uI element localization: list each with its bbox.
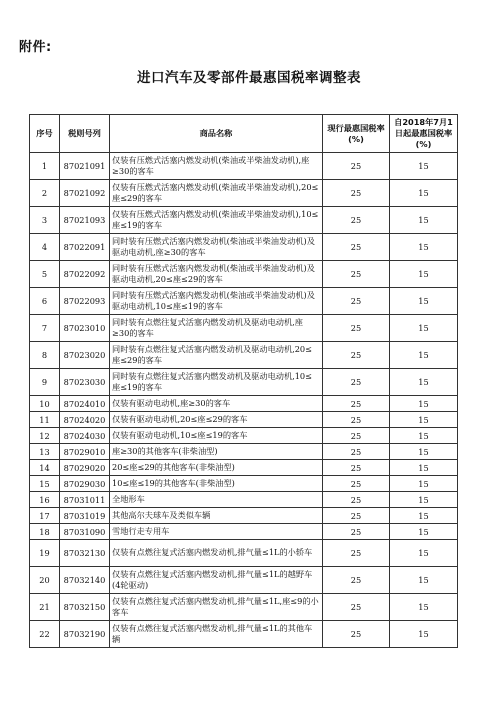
table-row	[30, 396, 458, 412]
row-code: 87024020	[60, 412, 110, 428]
table-row	[30, 540, 458, 567]
row-code: 87022093	[60, 288, 110, 315]
row-current-rate: 25	[323, 207, 390, 234]
row-name: 其他高尔夫球车及类似车辆	[110, 508, 323, 524]
row-code: 87023010	[60, 315, 110, 342]
row-new-rate: 15	[390, 621, 458, 648]
row-code: 87031019	[60, 508, 110, 524]
table-row	[30, 621, 458, 648]
tariff-table	[29, 114, 458, 648]
row-name: 20≤座≤29的其他客车(非柴油型)	[110, 460, 323, 476]
row-new-rate: 15	[390, 207, 458, 234]
row-index: 10	[30, 396, 60, 412]
row-new-rate: 15	[390, 234, 458, 261]
row-current-rate: 25	[323, 460, 390, 476]
row-new-rate: 15	[390, 396, 458, 412]
header-code: 税则号列	[60, 115, 110, 153]
row-name: 仅装有驱动电动机,20≤座≤29的客车	[110, 412, 323, 428]
row-index: 15	[30, 476, 60, 492]
row-name: 仅装有点燃往复式活塞内燃发动机,排气量≤1L的越野车(4轮驱动)	[110, 567, 323, 594]
table-row	[30, 492, 458, 508]
row-current-rate: 25	[323, 594, 390, 621]
row-code: 87021092	[60, 180, 110, 207]
row-name: 仅装有压燃式活塞内燃发动机(柴油或半柴油发动机),10≤座≤19的客车	[110, 207, 323, 234]
row-name: 同时装有压燃式活塞内燃发动机(柴油或半柴油发动机)及驱动电动机,20≤座≤29的客车	[110, 261, 323, 288]
row-name: 同时装有点燃往复式活塞内燃发动机及驱动电动机,10≤座≤19的客车	[110, 369, 323, 396]
row-current-rate: 25	[323, 476, 390, 492]
table-row	[30, 412, 458, 428]
row-index: 6	[30, 288, 60, 315]
row-index: 5	[30, 261, 60, 288]
row-new-rate: 15	[390, 180, 458, 207]
attachment-label: 附件:	[19, 40, 52, 55]
row-new-rate: 15	[390, 508, 458, 524]
row-index: 7	[30, 315, 60, 342]
row-code: 87029030	[60, 476, 110, 492]
row-index: 3	[30, 207, 60, 234]
row-name: 仅装有点燃往复式活塞内燃发动机,排气量≤1L的其他车辆	[110, 621, 323, 648]
table-row	[30, 460, 458, 476]
row-code: 87022092	[60, 261, 110, 288]
row-name: 仅装有驱动电动机,10≤座≤19的客车	[110, 428, 323, 444]
row-code: 87031011	[60, 492, 110, 508]
row-current-rate: 25	[323, 621, 390, 648]
row-new-rate: 15	[390, 524, 458, 540]
row-new-rate: 15	[390, 261, 458, 288]
row-index: 19	[30, 540, 60, 567]
row-code: 87032130	[60, 540, 110, 567]
row-name: 仅装有点燃往复式活塞内燃发动机,排气量≤1L,座≤9的小客车	[110, 594, 323, 621]
row-index: 9	[30, 369, 60, 396]
row-current-rate: 25	[323, 234, 390, 261]
header-name: 商品名称	[110, 115, 323, 153]
table-row	[30, 476, 458, 492]
row-code: 87023020	[60, 342, 110, 369]
row-new-rate: 15	[390, 288, 458, 315]
row-code: 87032190	[60, 621, 110, 648]
row-code: 87032140	[60, 567, 110, 594]
row-current-rate: 25	[323, 342, 390, 369]
row-new-rate: 15	[390, 428, 458, 444]
row-name: 全地形车	[110, 492, 323, 508]
table-row	[30, 594, 458, 621]
row-name: 雪地行走专用车	[110, 524, 323, 540]
table-row	[30, 508, 458, 524]
row-new-rate: 15	[390, 540, 458, 567]
table-body	[30, 153, 458, 648]
row-name: 同时装有点燃往复式活塞内燃发动机及驱动电动机,座≥30的客车	[110, 315, 323, 342]
table-row	[30, 444, 458, 460]
table-row	[30, 288, 458, 315]
row-code: 87024010	[60, 396, 110, 412]
row-current-rate: 25	[323, 412, 390, 428]
table-row	[30, 261, 458, 288]
header-new-rate: 自2018年7月1日起最惠国税率(%)	[390, 115, 458, 153]
header-index: 序号	[30, 115, 60, 153]
row-index: 11	[30, 412, 60, 428]
row-new-rate: 15	[390, 444, 458, 460]
row-code: 87021093	[60, 207, 110, 234]
row-name: 仅装有压燃式活塞内燃发动机(柴油或半柴油发动机),座≥30的客车	[110, 153, 323, 180]
row-code: 87031090	[60, 524, 110, 540]
row-index: 4	[30, 234, 60, 261]
row-index: 21	[30, 594, 60, 621]
row-code: 87029020	[60, 460, 110, 476]
row-code: 87032150	[60, 594, 110, 621]
row-name: 仅装有驱动电动机,座≥30的客车	[110, 396, 323, 412]
row-new-rate: 15	[390, 315, 458, 342]
row-current-rate: 25	[323, 288, 390, 315]
row-index: 16	[30, 492, 60, 508]
row-name: 10≤座≤19的其他客车(非柴油型)	[110, 476, 323, 492]
row-code: 87024030	[60, 428, 110, 444]
row-index: 17	[30, 508, 60, 524]
row-name: 同时装有压燃式活塞内燃发动机(柴油或半柴油发动机)及驱动电动机,10≤座≤19的客车	[110, 288, 323, 315]
row-name: 同时装有点燃往复式活塞内燃发动机及驱动电动机,20≤座≤29的客车	[110, 342, 323, 369]
row-index: 13	[30, 444, 60, 460]
row-index: 12	[30, 428, 60, 444]
table-row	[30, 428, 458, 444]
row-current-rate: 25	[323, 315, 390, 342]
row-current-rate: 25	[323, 153, 390, 180]
row-current-rate: 25	[323, 369, 390, 396]
row-name: 仅装有压燃式活塞内燃发动机(柴油或半柴油发动机),20≤座≤29的客车	[110, 180, 323, 207]
header-current-rate: 现行最惠国税率(%)	[323, 115, 390, 153]
document-title: 进口汽车及零部件最惠国税率调整表	[137, 70, 361, 86]
row-current-rate: 25	[323, 444, 390, 460]
row-name: 座≥30的其他客车(非柴油型)	[110, 444, 323, 460]
table-row	[30, 567, 458, 594]
table-row	[30, 342, 458, 369]
row-code: 87021091	[60, 153, 110, 180]
row-index: 1	[30, 153, 60, 180]
row-new-rate: 15	[390, 460, 458, 476]
row-current-rate: 25	[323, 524, 390, 540]
table-row	[30, 234, 458, 261]
row-new-rate: 15	[390, 342, 458, 369]
row-current-rate: 25	[323, 567, 390, 594]
row-new-rate: 15	[390, 412, 458, 428]
row-name: 仅装有点燃往复式活塞内燃发动机,排气量≤1L的小轿车	[110, 540, 323, 567]
row-current-rate: 25	[323, 261, 390, 288]
row-new-rate: 15	[390, 153, 458, 180]
table-header-row	[30, 115, 458, 153]
row-index: 2	[30, 180, 60, 207]
row-new-rate: 15	[390, 476, 458, 492]
table-row	[30, 524, 458, 540]
row-index: 20	[30, 567, 60, 594]
row-current-rate: 25	[323, 492, 390, 508]
row-new-rate: 15	[390, 492, 458, 508]
row-current-rate: 25	[323, 508, 390, 524]
table-row	[30, 369, 458, 396]
row-new-rate: 15	[390, 594, 458, 621]
table-row	[30, 315, 458, 342]
row-name: 同时装有压燃式活塞内燃发动机(柴油或半柴油发动机)及驱动电动机,座≥30的客车	[110, 234, 323, 261]
row-new-rate: 15	[390, 567, 458, 594]
row-index: 18	[30, 524, 60, 540]
row-index: 8	[30, 342, 60, 369]
row-index: 14	[30, 460, 60, 476]
table-row	[30, 207, 458, 234]
table-row	[30, 180, 458, 207]
row-index: 22	[30, 621, 60, 648]
row-current-rate: 25	[323, 540, 390, 567]
row-current-rate: 25	[323, 428, 390, 444]
row-code: 87023030	[60, 369, 110, 396]
row-current-rate: 25	[323, 396, 390, 412]
table-row	[30, 153, 458, 180]
row-new-rate: 15	[390, 369, 458, 396]
row-current-rate: 25	[323, 180, 390, 207]
row-code: 87029010	[60, 444, 110, 460]
row-code: 87022091	[60, 234, 110, 261]
